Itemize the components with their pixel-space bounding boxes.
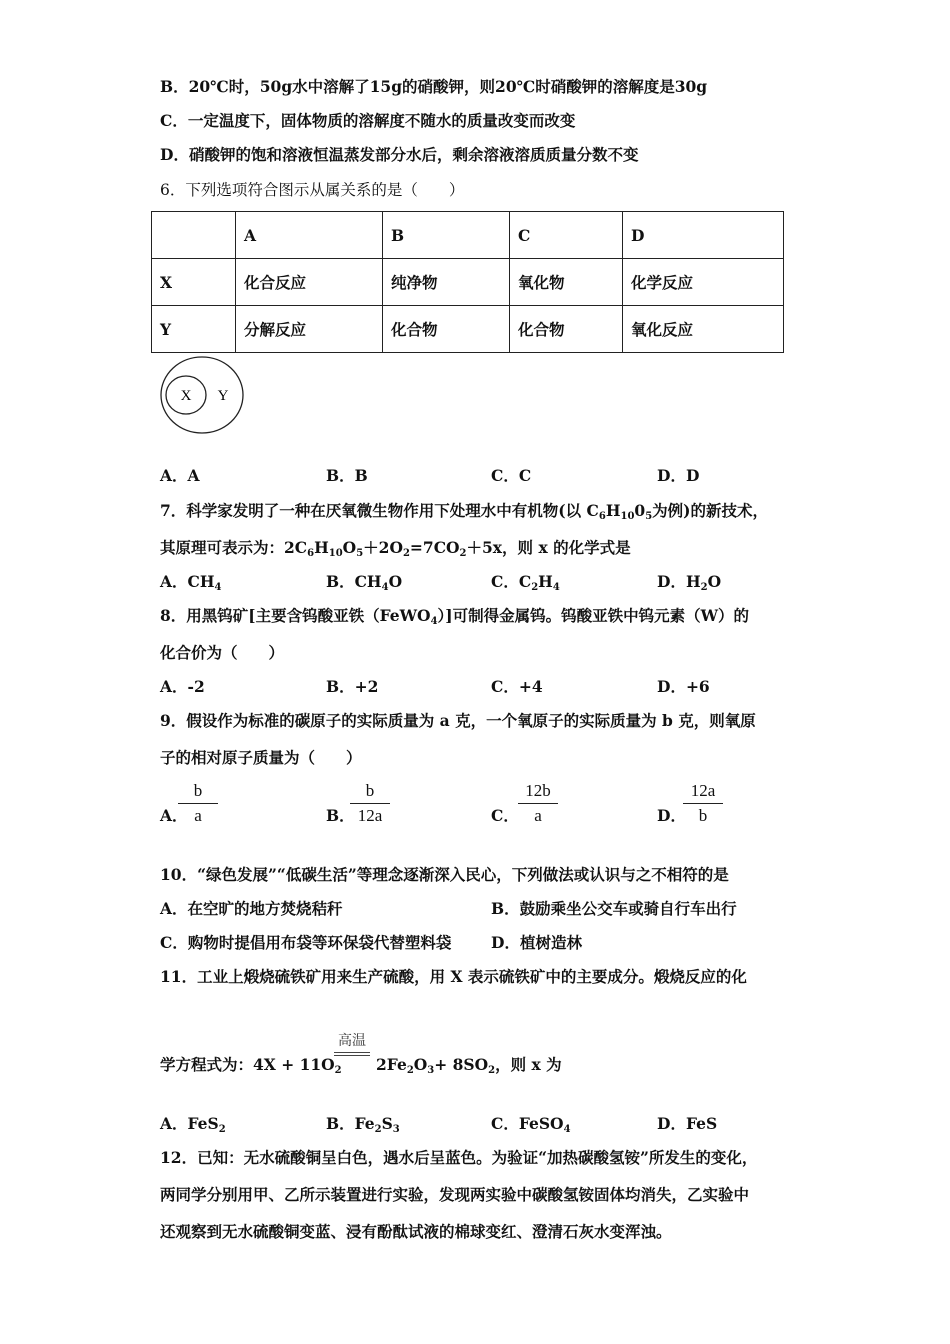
q5-option-d: D．硝酸钾的饱和溶液恒温蒸发部分水后，剩余溶液溶质质量分数不变 xyxy=(160,145,639,164)
q9-fraction-a xyxy=(178,780,218,827)
diagram-label-x: X xyxy=(180,388,192,404)
q8-option-a: A．-2 xyxy=(160,677,205,696)
q11-equation-right: $2Fe_2O_3+ 8SO_2$，则 x 为 xyxy=(376,1055,562,1076)
q9-stem-line2: 子的相对原子质量为（ ） xyxy=(160,748,362,767)
table-cell: 化合反应 xyxy=(236,259,383,306)
diagram-label-y: Y xyxy=(217,388,229,404)
q11-option-d: D．FeS xyxy=(657,1114,718,1133)
table-cell: 纯净物 xyxy=(383,259,510,306)
table-cell: Y xyxy=(152,306,236,353)
numerator: 12b xyxy=(525,781,551,800)
table-cell: 化合物 xyxy=(510,306,623,353)
q9-label-b: B． xyxy=(326,806,355,825)
q6-option-d: D．D xyxy=(657,466,700,485)
denominator: a xyxy=(194,806,202,825)
q11-equation-left: 学方程式为：$4X + 11O_2$ xyxy=(160,1055,342,1076)
q7-stem-line1: 7．科学家发明了一种在厌氧微生物作用下处理水中有机物(以 $C_6H_{10}0_5$为例)的新技术， xyxy=(160,501,769,522)
q8-option-d: D．+6 xyxy=(657,677,710,696)
q10-option-a: A．在空旷的地方焚烧秸秆 xyxy=(160,899,343,918)
q11-option-b: B．$Fe_2S_3$ xyxy=(326,1114,400,1135)
q9-label-c: C． xyxy=(491,806,519,825)
table-row xyxy=(152,306,784,353)
table-cell: B xyxy=(383,212,510,259)
q9-fraction-c xyxy=(518,780,558,827)
q6-table xyxy=(151,211,784,353)
outer-circle xyxy=(161,357,243,433)
q7-option-a: A．$CH_4$ xyxy=(160,572,222,593)
numerator: 12a xyxy=(690,781,716,800)
numerator: b xyxy=(365,781,375,800)
denominator: 12a xyxy=(357,806,383,825)
q9-fraction-b xyxy=(350,780,390,827)
table-row xyxy=(152,212,784,259)
q12-stem-line1: 12．已知：无水硫酸铜呈白色，遇水后呈蓝色。为验证“加热碳酸氢铵”所发生的变化， xyxy=(160,1148,758,1167)
table-cell: C xyxy=(510,212,623,259)
q6-venn-diagram xyxy=(158,354,248,438)
q5-option-c: C．一定温度下，固体物质的溶解度不随水的质量改变而改变 xyxy=(160,111,576,130)
q7-option-d: D．$H_2O$ xyxy=(657,572,722,593)
condition-text: 高温 xyxy=(338,1033,366,1049)
q8-stem-line1: 8．用黑钨矿[主要含钨酸亚铁（FeWO$_4$）]可制得金属钨。钨酸亚铁中钨元素（W）的 xyxy=(160,606,750,627)
denominator: a xyxy=(534,806,542,825)
q12-stem-line3: 还观察到无水硫酸铜变蓝、浸有酚酞试液的棉球变红、澄清石灰水变浑浊。 xyxy=(160,1222,672,1241)
q7-stem-line2: 其原理可表示为：$2C_6H_{10}O_5+2O_2=7CO_2+5x$，则 x 的化学式是 xyxy=(160,538,631,559)
q8-option-b: B．+2 xyxy=(326,677,379,696)
q8-stem-line2: 化合价为（ ） xyxy=(160,643,285,662)
table-cell: 化学反应 xyxy=(623,259,784,306)
table-cell: 分解反应 xyxy=(236,306,383,353)
q9-fraction-d xyxy=(683,780,723,827)
q12-stem-line2: 两同学分别用甲、乙所示装置进行实验，发现两实验中碳酸氢铵固体均消失，乙实验中 xyxy=(160,1185,750,1204)
table-cell: X xyxy=(152,259,236,306)
q9-stem-line1: 9．假设作为标准的碳原子的实际质量为 a 克，一个氧原子的实际质量为 b 克，则氧原 xyxy=(160,711,756,730)
q9-label-a: A． xyxy=(160,806,188,825)
q6-option-a: A．A xyxy=(160,466,200,485)
q10-stem: 10．“绿色发展”“低碳生活”等理念逐渐深入民心，下列做法或认识与之不相符的是 xyxy=(160,865,729,884)
table-cell: 氧化物 xyxy=(510,259,623,306)
numerator: b xyxy=(193,781,203,800)
q11-stem-line1: 11．工业上煅烧硫铁矿用来生产硫酸，用 X 表示硫铁矿中的主要成分。煅烧反应的化 xyxy=(160,967,747,986)
q6-option-c: C．C xyxy=(491,466,532,485)
q11-option-a: A．FeS$_2$ xyxy=(160,1114,226,1135)
reaction-condition xyxy=(334,1030,370,1056)
q10-option-d: D．植树造林 xyxy=(491,933,582,952)
q10-option-b: B．鼓励乘坐公交车或骑自行车出行 xyxy=(491,899,737,918)
q8-option-c: C．+4 xyxy=(491,677,543,696)
table-cell: 氧化反应 xyxy=(623,306,784,353)
q9-label-d: D． xyxy=(657,806,686,825)
q6-stem: 6．下列选项符合图示从属关系的是（ ） xyxy=(160,181,465,199)
table-cell: A xyxy=(236,212,383,259)
q6-option-b: B．B xyxy=(326,466,368,485)
q10-option-c: C．购物时提倡用布袋等环保袋代替塑料袋 xyxy=(160,933,452,952)
table-cell: D xyxy=(623,212,784,259)
q11-option-c: C．FeSO$_4$ xyxy=(491,1114,571,1135)
table-cell: 化合物 xyxy=(383,306,510,353)
denominator: b xyxy=(698,806,708,825)
table-cell xyxy=(152,212,236,259)
table-row xyxy=(152,259,784,306)
q5-option-b: B．20℃时，50g水中溶解了15g的硝酸钾，则20℃时硝酸钾的溶解度是30g xyxy=(160,77,708,96)
q7-option-c: C．$C_2H_4$ xyxy=(491,572,560,593)
q7-option-b: B．$CH_4O$ xyxy=(326,572,403,593)
